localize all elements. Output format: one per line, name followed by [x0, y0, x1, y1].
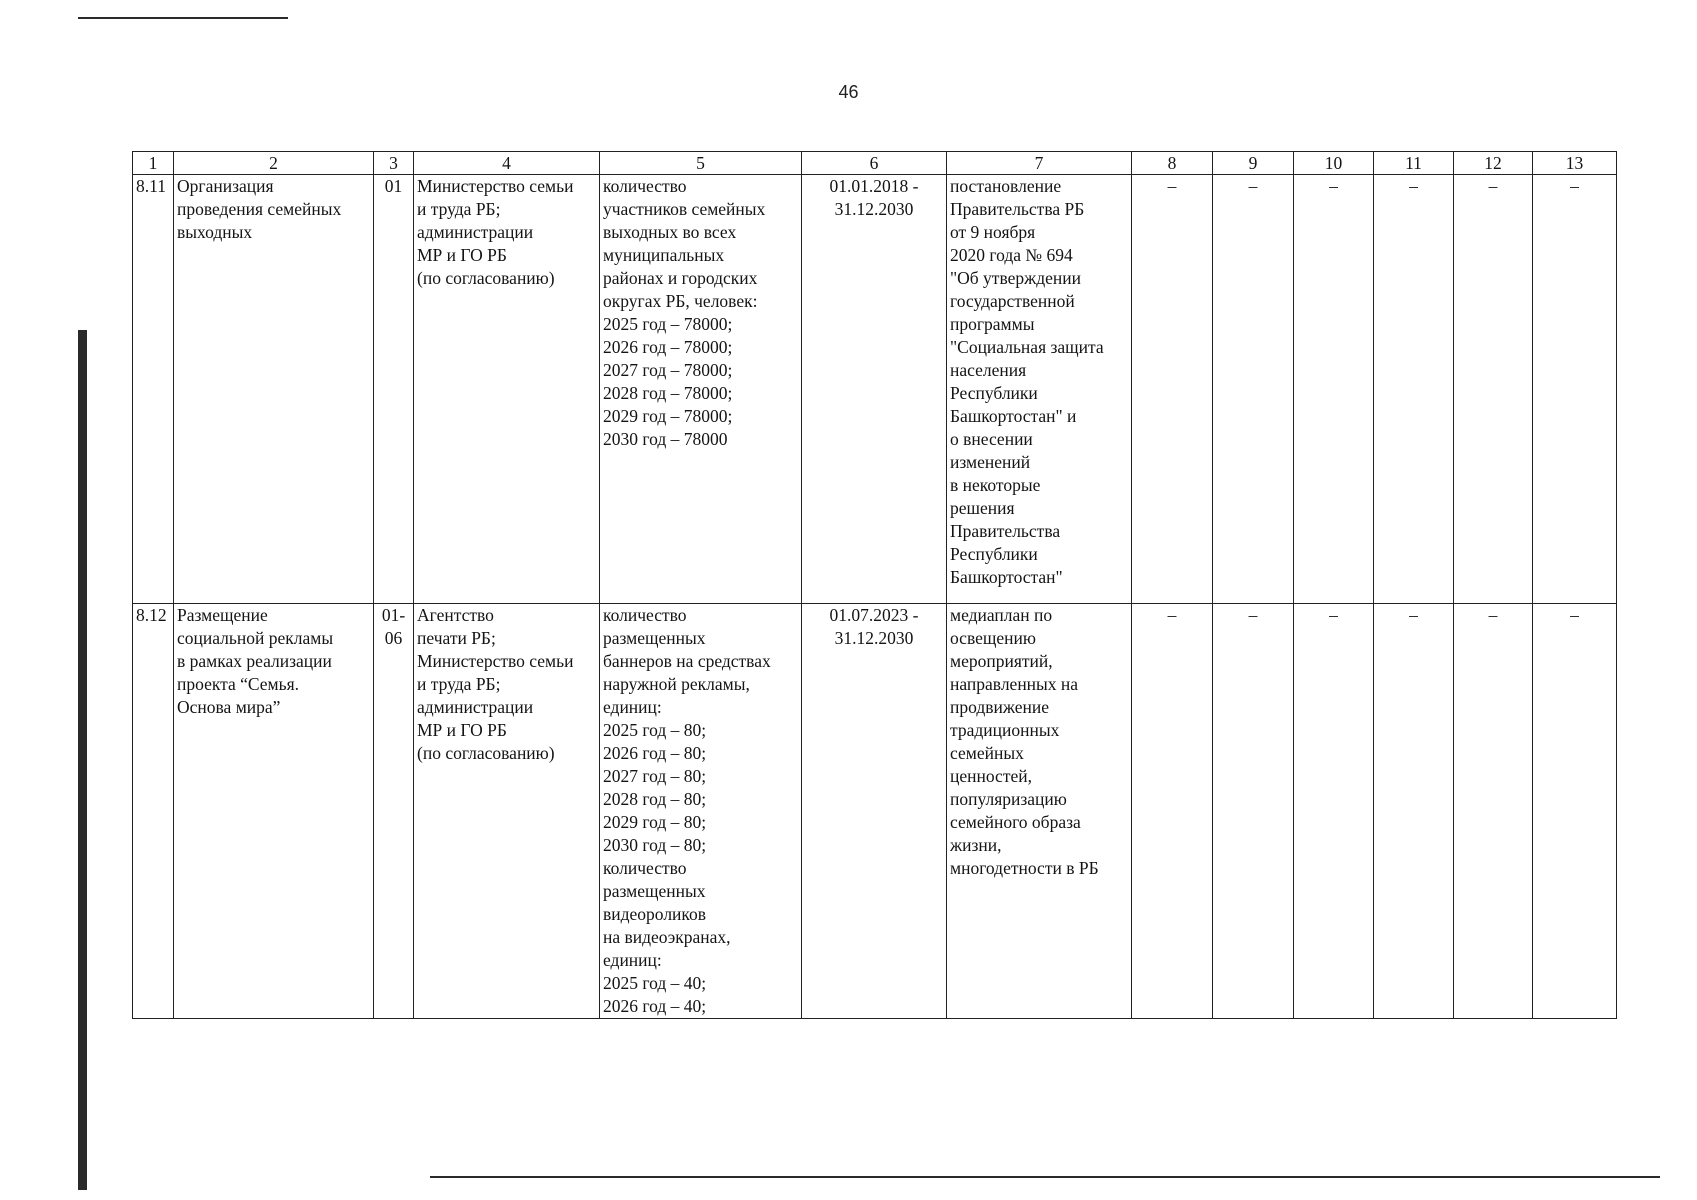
- cell-text-line: в рамках реализации: [177, 651, 332, 671]
- cell-text-line: районах и городских: [603, 268, 758, 288]
- value-cell: –: [1132, 604, 1213, 1019]
- cell-text-line: видеороликов: [603, 904, 707, 924]
- cell-text-line: 2028 год – 78000;: [603, 383, 733, 403]
- cell-text-line: количество: [603, 176, 687, 196]
- cell-text-line: 2029 год – 80;: [603, 812, 707, 832]
- value-cell: –: [1294, 604, 1374, 1019]
- cell-text-line: мероприятий,: [950, 651, 1053, 671]
- scan-artifact-top-line: [78, 17, 288, 19]
- row-number-cell: 8.11: [133, 175, 174, 604]
- cell-text-line: населения: [950, 360, 1027, 380]
- cell-text-line: 2027 год – 80;: [603, 766, 707, 786]
- cell-text-line: Башкортостан" и: [950, 406, 1077, 426]
- cell-text-line: выходных во всех: [603, 222, 737, 242]
- cell-text-line: 2030 год – 80;: [603, 835, 707, 855]
- cell-text-line: Основа мира”: [177, 697, 281, 717]
- indicator-cell: [600, 604, 802, 1019]
- code-cell: [374, 604, 414, 1019]
- cell-text-line: 2026 год – 80;: [603, 743, 707, 763]
- measure-name-cell: [174, 175, 374, 604]
- header-cell: 10: [1294, 152, 1374, 175]
- table-row: [133, 604, 1617, 1019]
- cell-text-line: направленных на: [950, 674, 1079, 694]
- cell-text-line: Министерство семьи: [417, 651, 574, 671]
- cell-text-line: печати РБ;: [417, 628, 496, 648]
- cell-text-line: от 9 ноября: [950, 222, 1036, 242]
- cell-text-line: 01: [384, 176, 403, 196]
- header-cell: 2: [174, 152, 374, 175]
- cell-text-line: "Социальная защита: [950, 337, 1104, 357]
- cell-text-line: освещению: [950, 628, 1036, 648]
- cell-text-line: 2028 год – 80;: [603, 789, 707, 809]
- period-cell: [802, 175, 947, 604]
- cell-text-line: участников семейных: [603, 199, 766, 219]
- cell-text-line: размещенных: [603, 881, 706, 901]
- table-row: [133, 175, 1617, 604]
- cell-text-line: муниципальных: [603, 245, 725, 265]
- cell-text-line: Республики: [950, 383, 1038, 403]
- cell-text-line: в некоторые: [950, 475, 1041, 495]
- cell-text-line: о внесении: [950, 429, 1033, 449]
- cell-text-line: единиц:: [603, 950, 662, 970]
- header-cell: 11: [1374, 152, 1454, 175]
- cell-text-line: МР и ГО РБ: [417, 720, 507, 740]
- cell-text-line: количество: [603, 605, 687, 625]
- value-cell: –: [1533, 175, 1617, 604]
- value-cell: –: [1374, 175, 1454, 604]
- basis-cell: [947, 175, 1132, 604]
- basis-cell: [947, 604, 1132, 1019]
- cell-text-line: и труда РБ;: [417, 199, 501, 219]
- header-cell: 9: [1213, 152, 1294, 175]
- cell-text-line: Размещение: [177, 605, 268, 625]
- header-cell: 1: [133, 152, 174, 175]
- cell-text-line: (по согласованию): [417, 268, 555, 288]
- value-cell: –: [1132, 175, 1213, 604]
- header-cell: 3: [374, 152, 414, 175]
- cell-text-line: программы: [950, 314, 1035, 334]
- cell-text-line: Правительства: [950, 521, 1061, 541]
- cell-text-line: 2027 год – 78000;: [603, 360, 733, 380]
- cell-text-line: 01.01.2018 -: [829, 176, 919, 196]
- cell-text-line: 2025 год – 78000;: [603, 314, 733, 334]
- cell-text-line: многодетности в РБ: [950, 858, 1099, 878]
- executor-cell: [414, 175, 600, 604]
- cell-text-line: размещенных: [603, 628, 706, 648]
- cell-text-line: 2030 год – 78000: [603, 429, 728, 449]
- header-cell: 5: [600, 152, 802, 175]
- cell-text-line: администрации: [417, 222, 534, 242]
- code-cell: [374, 175, 414, 604]
- cell-text-line: проекта “Семья.: [177, 674, 300, 694]
- scan-artifact-bottom-line: [430, 1176, 1660, 1178]
- indicator-cell: [600, 175, 802, 604]
- cell-text-line: наружной рекламы,: [603, 674, 750, 694]
- scan-artifact-left-bar: [78, 330, 87, 1190]
- cell-text-line: (по согласованию): [417, 743, 555, 763]
- cell-text-line: 01.07.2023 -: [829, 605, 919, 625]
- value-cell: –: [1294, 175, 1374, 604]
- cell-text-line: единиц:: [603, 697, 662, 717]
- value-cell: –: [1454, 175, 1533, 604]
- cell-text-line: постановление: [950, 176, 1062, 196]
- cell-text-line: проведения семейных: [177, 199, 342, 219]
- cell-text-line: МР и ГО РБ: [417, 245, 507, 265]
- cell-text-line: 2025 год – 80;: [603, 720, 707, 740]
- header-cell: 12: [1454, 152, 1533, 175]
- cell-text-line: выходных: [177, 222, 253, 242]
- value-cell: –: [1533, 604, 1617, 1019]
- cell-text-line: 2020 года № 694: [950, 245, 1073, 265]
- cell-text-line: администрации: [417, 697, 534, 717]
- cell-text-line: 2025 год – 40;: [603, 973, 707, 993]
- cell-text-line: Министерство семьи: [417, 176, 574, 196]
- row-number-cell: 8.12: [133, 604, 174, 1019]
- header-cell: 8: [1132, 152, 1213, 175]
- table-header-row: [133, 152, 1617, 175]
- cell-text-line: 31.12.2030: [834, 628, 914, 648]
- cell-text-line: решения: [950, 498, 1015, 518]
- cell-text-line: Башкортостан": [950, 567, 1063, 587]
- value-cell: –: [1213, 175, 1294, 604]
- cell-text-line: продвижение: [950, 697, 1050, 717]
- cell-text-line: 2026 год – 78000;: [603, 337, 733, 357]
- measure-name-cell: [174, 604, 374, 1019]
- value-cell: –: [1213, 604, 1294, 1019]
- cell-text-line: 2026 год – 40;: [603, 996, 707, 1016]
- value-cell: –: [1374, 604, 1454, 1019]
- cell-text-line: государственной: [950, 291, 1075, 311]
- cell-text-line: медиаплан по: [950, 605, 1053, 625]
- data-table: [132, 151, 1617, 1019]
- cell-text-line: семейного образа: [950, 812, 1081, 832]
- cell-text-line: Организация: [177, 176, 274, 196]
- page-number: 46: [838, 82, 859, 102]
- cell-text-line: на видеоэкранах,: [603, 927, 731, 947]
- cell-text-line: 01-: [381, 605, 406, 625]
- cell-text-line: 2029 год – 78000;: [603, 406, 733, 426]
- cell-text-line: семейных: [950, 743, 1024, 763]
- cell-text-line: Правительства РБ: [950, 199, 1085, 219]
- cell-text-line: Республики: [950, 544, 1038, 564]
- cell-text-line: округах РБ, человек:: [603, 291, 758, 311]
- cell-text-line: популяризацию: [950, 789, 1067, 809]
- cell-text-line: традиционных: [950, 720, 1060, 740]
- header-cell: 4: [414, 152, 600, 175]
- cell-text-line: жизни,: [950, 835, 1002, 855]
- period-cell: [802, 604, 947, 1019]
- header-cell: 6: [802, 152, 947, 175]
- cell-text-line: социальной рекламы: [177, 628, 334, 648]
- header-cell: 7: [947, 152, 1132, 175]
- cell-text-line: "Об утверждении: [950, 268, 1081, 288]
- cell-text-line: ценностей,: [950, 766, 1032, 786]
- header-cell: 13: [1533, 152, 1617, 175]
- cell-text-line: 31.12.2030: [834, 199, 914, 219]
- cell-text-line: Агентство: [417, 605, 494, 625]
- cell-text-line: изменений: [950, 452, 1031, 472]
- cell-text-line: количество: [603, 858, 687, 878]
- cell-text-line: и труда РБ;: [417, 674, 501, 694]
- cell-text-line: баннеров на средствах: [603, 651, 771, 671]
- cell-text-line: 06: [384, 628, 403, 648]
- value-cell: –: [1454, 604, 1533, 1019]
- executor-cell: [414, 604, 600, 1019]
